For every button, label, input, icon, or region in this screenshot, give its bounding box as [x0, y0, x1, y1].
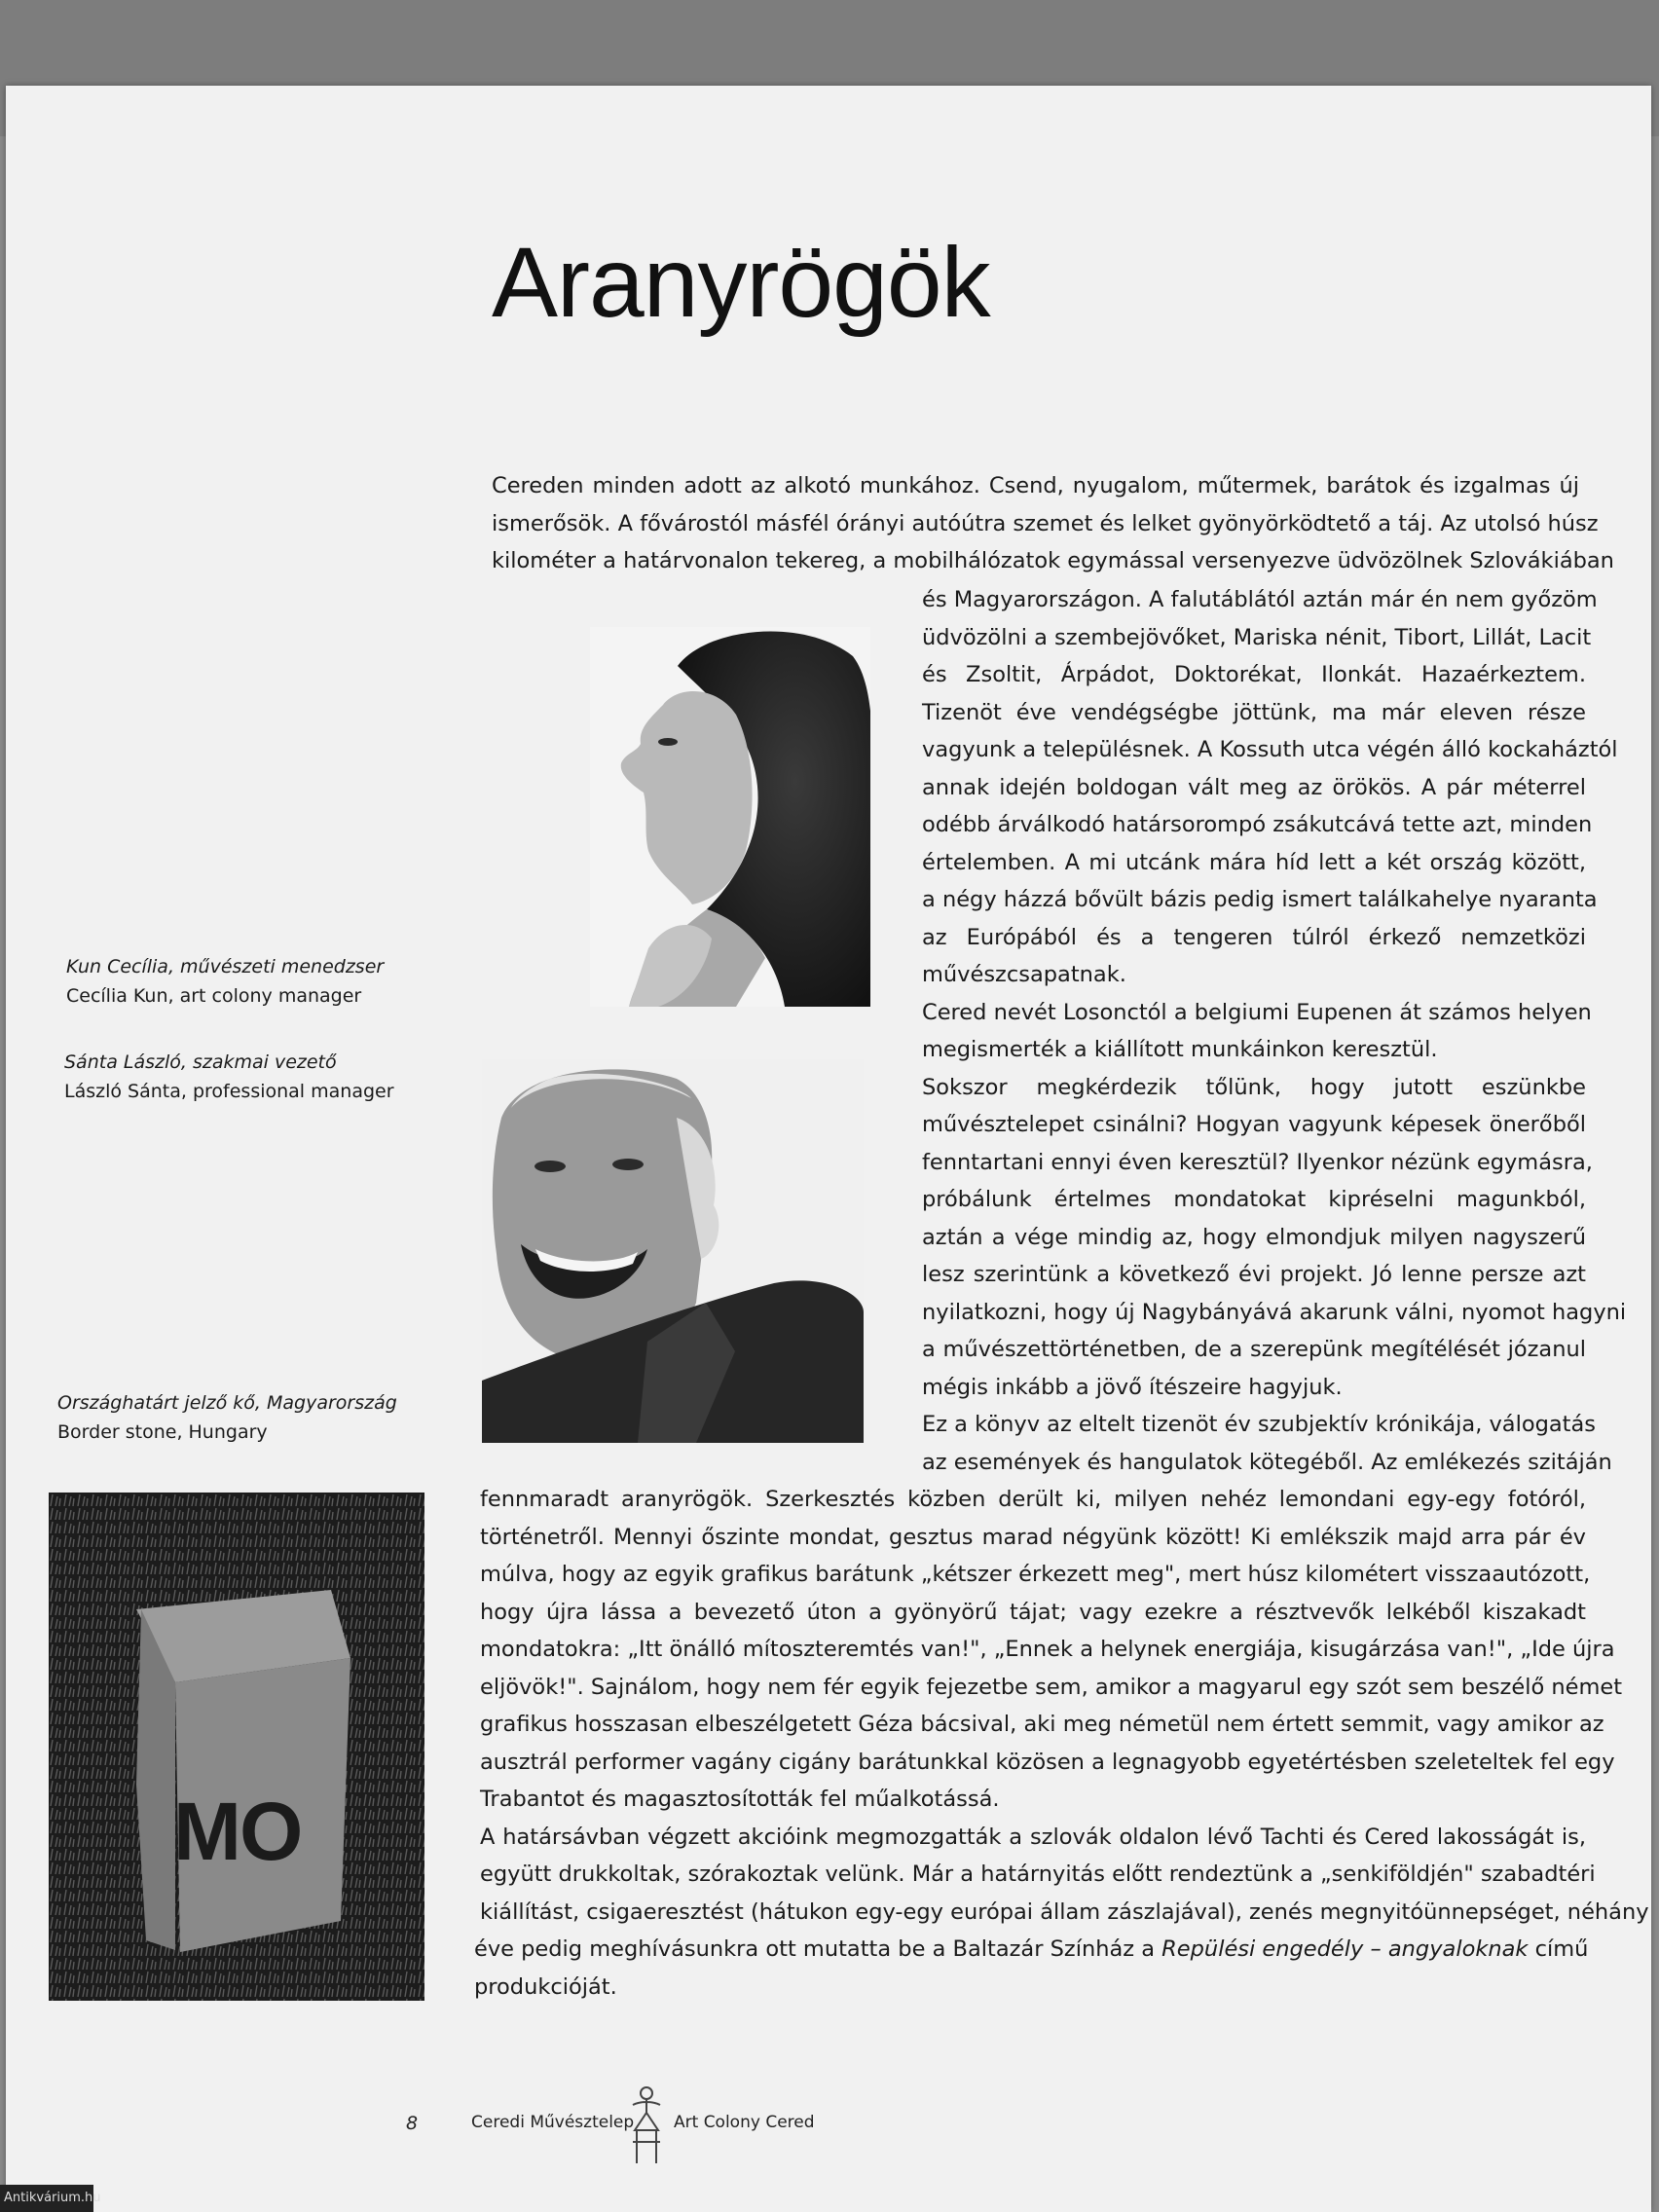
caption-laszlo-santa: [64, 1048, 394, 1106]
text-line: kilométer a határvonalon tekereg, a mobilhálózatok egymással versenyezve üdvözölnek Szlovákiában: [492, 548, 1614, 573]
text-line: eljövök!". Sajnálom, hogy nem fér egyik fejezetbe sem, amikor a magyarul egy szót sem beszélő német: [480, 1674, 1623, 1700]
text-line: a négy házzá bővült bázis pedig ismert találkahelye nyaranta: [922, 887, 1598, 912]
caption-en: László Sánta, professional manager: [64, 1081, 394, 1102]
text-line: megismerték a kiállított munkáinkon keresztül.: [922, 1037, 1438, 1062]
text-line: annak idején boldogan vált meg az örökös. A pár méterrel: [922, 774, 1586, 800]
text-line: vagyunk a településnek. A Kossuth utca végén álló kockaháztól: [922, 737, 1618, 762]
border-stone-photo: [49, 1493, 424, 2001]
text-line: művészcsapatnak.: [922, 962, 1126, 987]
text-line: Cered nevét Losonctól a belgiumi Eupenen át számos helyen: [922, 999, 1592, 1025]
intro-text: [492, 467, 1614, 580]
text-line: Trabantot és magasztosították fel műalkotássá.: [480, 1787, 1000, 1812]
caption-cecilia-kun: [66, 952, 384, 1011]
play-title: Repülési engedély – angyaloknak: [1161, 1936, 1529, 1962]
text-line: Ez a könyv az eltelt tizenöt év szubjektív krónikája, válogatás: [922, 1412, 1597, 1437]
text-line: történetről. Mennyi őszinte mondat, gesztus marad négyünk között! Ki emlékszik majd arra pár év: [480, 1524, 1586, 1550]
caption-en: Border stone, Hungary: [57, 1421, 268, 1443]
text-line: kiállítást, csigaeresztést (hátukon egy-egy európai állam zászlajával), zenés megnyitóünnepséget, néhány: [480, 1899, 1649, 1925]
text-line: Cereden minden adott az alkotó munkához. Csend, nyugalom, műtermek, barátok és izgalmas új: [492, 473, 1579, 498]
text-line: grafikus hosszasan elbeszélgetett Géza bácsival, aki meg németül nem értett semmit, vagy amikor az: [480, 1712, 1604, 1737]
text-line: hogy újra lássa a bevezető úton a gyönyörű tájat; vagy ezekre a résztvevők lelkéből kiszakadt: [480, 1599, 1586, 1625]
stone-label: MO: [173, 1786, 302, 1877]
text-fragment: című: [1528, 1936, 1589, 1962]
text-line: lesz szerintünk a következő évi projekt. Jó lenne persze azt: [922, 1262, 1586, 1287]
caption-hu: Országhatárt jelző kő, Magyarország: [57, 1392, 397, 1414]
art-colony-logo-icon: [623, 2083, 670, 2173]
closing-text: [480, 1481, 1649, 1931]
watermark: Antikvárium.hu: [0, 2185, 93, 2212]
final-paragraph-end: [474, 1931, 1589, 2006]
text-line: értelemben. A mi utcánk mára híd lett a két ország között,: [922, 849, 1586, 875]
page-number: 8: [406, 2113, 419, 2134]
text-line: mondatokra: „Itt önálló mítoszteremtés van!", „Ennek a helynek energiája, kisugárzása van!", „Ide újra: [480, 1637, 1615, 1662]
text-line: az Európából és a tengeren túlról érkező nemzetközi: [922, 924, 1586, 950]
text-line: múlva, hogy az egyik grafikus barátunk „kétszer érkezett meg", mert húsz kilométert visszaautózott,: [480, 1562, 1591, 1587]
portrait-photo-laszlo-santa: [482, 1059, 864, 1443]
text-line: odébb árválkodó határsorompó zsákutcává tette azt, minden: [922, 812, 1593, 837]
caption-hu: Sánta László, szakmai vezető: [64, 1051, 337, 1073]
text-line: ismerősök. A fővárostól másfél órányi autóútra szemet és lelket gyönyörködtető a táj. Az utolsó húsz: [492, 510, 1599, 536]
text-line: [474, 1931, 1589, 1969]
text-line: művésztelepet csinálni? Hogyan vagyunk képesek önerőből: [922, 1112, 1586, 1137]
text-line: Sokszor megkérdezik tőlünk, hogy jutott eszünkbe: [922, 1074, 1586, 1100]
page-title: Aranyrögök: [492, 227, 990, 338]
caption-en: Cecília Kun, art colony manager: [66, 985, 362, 1007]
text-line: Tizenöt éve vendégségbe jöttünk, ma már eleven része: [922, 699, 1586, 725]
stone-illustration: [49, 1493, 424, 2001]
text-line: és Zsoltit, Árpádot, Doktorékat, Ilonkát. Hazaérkeztem.: [922, 662, 1586, 687]
text-line: együtt drukkoltak, szórakoztak velünk. Már a határnyitás előtt rendeztünk a „senkiföldjén" szabadtéri: [480, 1862, 1596, 1887]
text-line: az események és hangulatok kötegéből. Az emlékezés szitáján: [922, 1449, 1612, 1475]
footer-left: Ceredi Művésztelep: [471, 2113, 635, 2132]
text-line: A határsávban végzett akcióink megmozgatták a szlovák oldalon lévő Tachti és Cered lakosságát is,: [480, 1824, 1586, 1850]
text-line: a művészettörténetben, de a szerepünk megítélését józanul: [922, 1337, 1586, 1362]
portrait-illustration: [590, 627, 870, 1007]
text-line: próbálunk értelmes mondatokat kipréselni magunkból,: [922, 1187, 1586, 1212]
text-line: aztán a vége mindig az, hogy elmondjuk milyen nagyszerű: [922, 1224, 1586, 1250]
column-text: [922, 581, 1627, 1481]
text-line: mégis inkább a jövő ítészeire hagyjuk.: [922, 1374, 1343, 1400]
text-line: üdvözölni a szembejövőket, Mariska nénit, Tibort, Lillát, Lacit: [922, 624, 1592, 650]
portrait-illustration: [482, 1059, 864, 1443]
text-fragment: éve pedig meghívásunkra ott mutatta be a Baltazár Színház a: [474, 1936, 1162, 1962]
text-line: és Magyarországon. A falutáblától aztán már én nem győzöm: [922, 587, 1598, 612]
text-line: produkcióját.: [474, 1973, 617, 2000]
caption-border-stone: [57, 1388, 397, 1447]
portrait-photo-cecilia-kun: [590, 627, 870, 1007]
text-line: fennmaradt aranyrögök. Szerkesztés közben derült ki, milyen nehéz lemondani egy-egy fotóról,: [480, 1487, 1586, 1512]
text-line: nyilatkozni, hogy új Nagybányává akarunk válni, nyomot hagyni: [922, 1299, 1627, 1325]
caption-hu: Kun Cecília, művészeti menedzser: [66, 956, 385, 977]
text-line: ausztrál performer vagány cigány barátunkkal közösen a legnagyobb egyetértésben szeleteltek fel egy: [480, 1749, 1615, 1775]
footer-right: Art Colony Cered: [674, 2113, 815, 2132]
text-line: fenntartani ennyi éven keresztül? Ilyenkor nézünk egymásra,: [922, 1149, 1593, 1175]
